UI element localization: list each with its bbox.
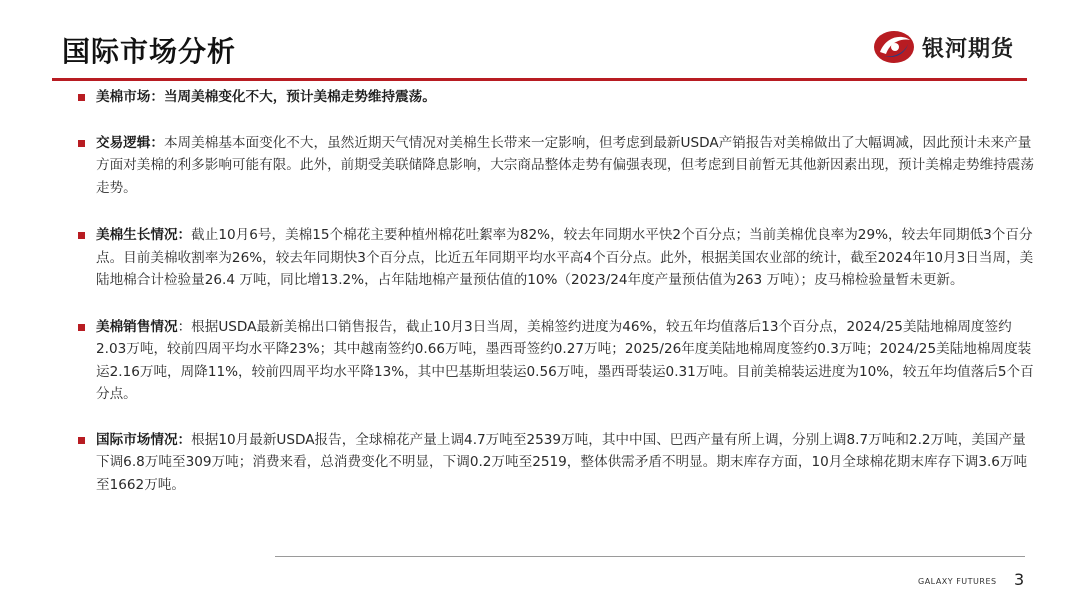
page-number: 3 bbox=[1014, 570, 1025, 589]
company-logo bbox=[872, 27, 1014, 67]
bullet-international-market bbox=[74, 429, 1034, 497]
bullet-us-cotton-market bbox=[74, 86, 1034, 109]
bullet-label: 国际市场情况： bbox=[96, 431, 192, 448]
bullet-label: 交易逻辑： bbox=[96, 134, 164, 151]
content-area bbox=[74, 86, 1034, 496]
bullet-label: 美棉市场：当周美棉变化不大，预计美棉走势维持震荡。 bbox=[96, 89, 436, 105]
bullet-growth-status bbox=[74, 224, 1034, 292]
page-title: 国际市场分析 bbox=[62, 35, 237, 68]
bullet-marker-icon bbox=[78, 94, 85, 101]
bullet-sales-status bbox=[74, 316, 1034, 406]
bullet-marker-icon bbox=[78, 324, 85, 331]
bullet-trading-logic bbox=[74, 132, 1034, 200]
bullet-marker-icon bbox=[78, 232, 85, 239]
logo-text: 银河期货 bbox=[922, 36, 1015, 62]
footer-divider bbox=[275, 556, 1025, 557]
bullet-text: ：根据USDA最新美棉出口销售报告，截止10月3日当周，美棉签约进度为46%，较五年均值落后13个百分点，2024/25美陆地棉周度签约2.03万吨，较前四周平均水平降23%；其中越南签约0.66万吨，墨西哥签约0.27万吨；2025/26年度美陆地棉周度签约0.3万吨；2024/25美陆地棉周度装运2.16万吨，周降11%，较前四周平均水平降13%，其中巴基斯坦装运0.56万吨，墨西哥装运0.31万吨。目前美棉装运进度为10%，较五年均值落后5个百分点。 bbox=[96, 318, 1034, 402]
footer-brand: GALAXY FUTURES bbox=[918, 577, 997, 586]
bullet-text: 根据10月最新USDA报告，全球棉花产量上调4.7万吨至2539万吨，其中中国、巴西产量有所上调，分别上调8.7万吨和2.2万吨，美国产量下调6.8万吨至309万吨；消费来看，总消费变化不明显，下调0.2万吨至2519，整体供需矛盾不明显。期末库存方面，10月全球棉花期末库存下调3.6万吨至1662万吨。 bbox=[96, 431, 1028, 493]
slide-header bbox=[0, 0, 1080, 80]
bullet-text: 本周美棉基本面变化不大，虽然近期天气情况对美棉生长带来一定影响，但考虑到最新USDA产销报告对美棉做出了大幅调减，因此预计未来产量方面对美棉的利多影响可能有限。此外，前期受美联储降息影响，大宗商品整体走势有偏强表现，但考虑到目前暂无其他新因素出现，预计美棉走势维持震荡走势。 bbox=[96, 134, 1034, 196]
bullet-text: 截止10月6号，美棉15个棉花主要种植州棉花吐絮率为82%，较去年同期水平快2个百分点；当前美棉优良率为29%，较去年同期低3个百分点。目前美棉收割率为26%，较去年同期快3个百分点，比近五年同期平均水平高4个百分点。此外，根据美国农业部的统计，截至2024年10月3日当周，美陆地棉合计检验量26.4 万吨，同比增13.2%，占年陆地棉产量预估值的10%（2023/24年度产量预估值为263 万吨）；皮马棉检验量暂未更新。 bbox=[96, 227, 1034, 288]
bullet-marker-icon bbox=[78, 437, 85, 444]
bullet-marker-icon bbox=[78, 140, 85, 147]
bullet-label: 美棉生长情况： bbox=[96, 227, 192, 243]
galaxy-logo-icon bbox=[872, 28, 916, 66]
header-divider bbox=[52, 78, 1027, 81]
bullet-label: 美棉销售情况 bbox=[96, 318, 178, 335]
